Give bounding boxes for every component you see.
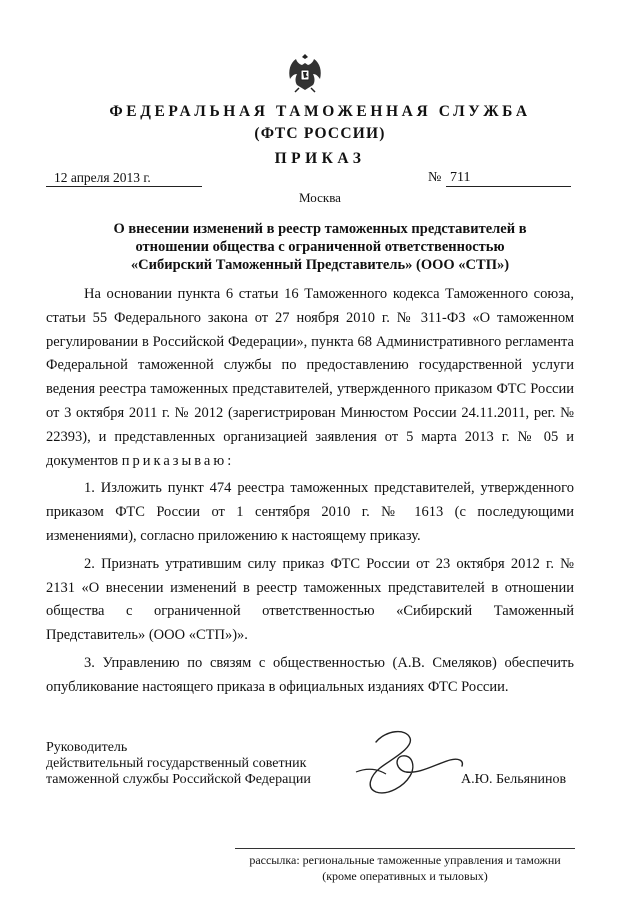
position-line-1: Руководитель [46,740,128,755]
order-word: приказываю: [121,452,235,469]
order-body [46,283,574,704]
distribution-divider [235,848,575,849]
agency-short-name: (ФТС РОССИИ) [254,125,386,142]
coat-of-arms-icon [287,50,323,94]
order-number [428,170,571,187]
preamble-paragraph [46,283,574,473]
signatory-position [46,740,311,788]
position-line-2: действительный государственный советник [46,756,307,771]
item-1: 1. Изложить пункт 474 реестра таможенных представителей, утвержденного приказом ФТС России от 1 сентября 2010 г. № 1613 (с последующими изменениями), согласно приложению к настоящему приказу. [46,480,574,544]
item-3: 3. Управлению по связям с общественностью (А.В. Смеляков) обеспечить опубликование настоящего приказа в официальных изданиях ФТС России. [46,654,574,695]
subject-line-1: О внесении изменений в реестр таможенных представителей в [113,221,527,237]
handwritten-signature [336,712,466,812]
number-value: 711 [446,170,571,187]
distribution-list [232,852,578,884]
subject-line-3: «Сибирский Таможенный Представитель» (ООО «СТП») [130,257,510,273]
city: Москва [299,190,341,205]
document-type: ПРИКАЗ [274,150,366,167]
number-sign: № [428,170,442,185]
distribution-line-2: (кроме оперативных и тыловых) [322,869,488,883]
signer-name: А.Ю. Бельянинов [461,772,567,787]
agency-name: ФЕДЕРАЛЬНАЯ ТАМОЖЕННАЯ СЛУЖБА [109,103,531,120]
position-line-3: таможенной службы Российской Федерации [46,772,311,787]
order-date: 12 апреля 2013 г. [46,170,202,187]
item-2: 2. Признать утратившим силу приказ ФТС России от 23 октября 2012 г. № 2131 «О внесении изменений в реестр таможенных представителей в отношении общества с ограниченной ответственностью «Сибирский Таможенный Представитель» (ООО «СТП»)». [46,555,574,644]
order-subject [60,220,580,274]
distribution-line-1: рассылка: региональные таможенные управления и таможни [249,853,561,867]
subject-line-2: отношении общества с ограниченной ответственностью [135,239,505,255]
preamble-text: На основании пункта 6 статьи 16 Таможенного кодекса Таможенного союза, статьи 55 Федерального закона от 27 ноября 2010 г. № 311-ФЗ «О таможенном регулировании в Российской Федерации», пункта 68 Административного регламента Федеральной таможенной службы по предоставлению государственной услуги ведения реестра таможенных представителей, утвержденного приказом ФТС России от 3 октября 2011 г. № 2012 (зарегистрирован Минюстом России 24.11.2011, рег. № 22393), и представленных организацией заявления от 5 марта 2013 г. № 05 и документов [46,286,574,469]
